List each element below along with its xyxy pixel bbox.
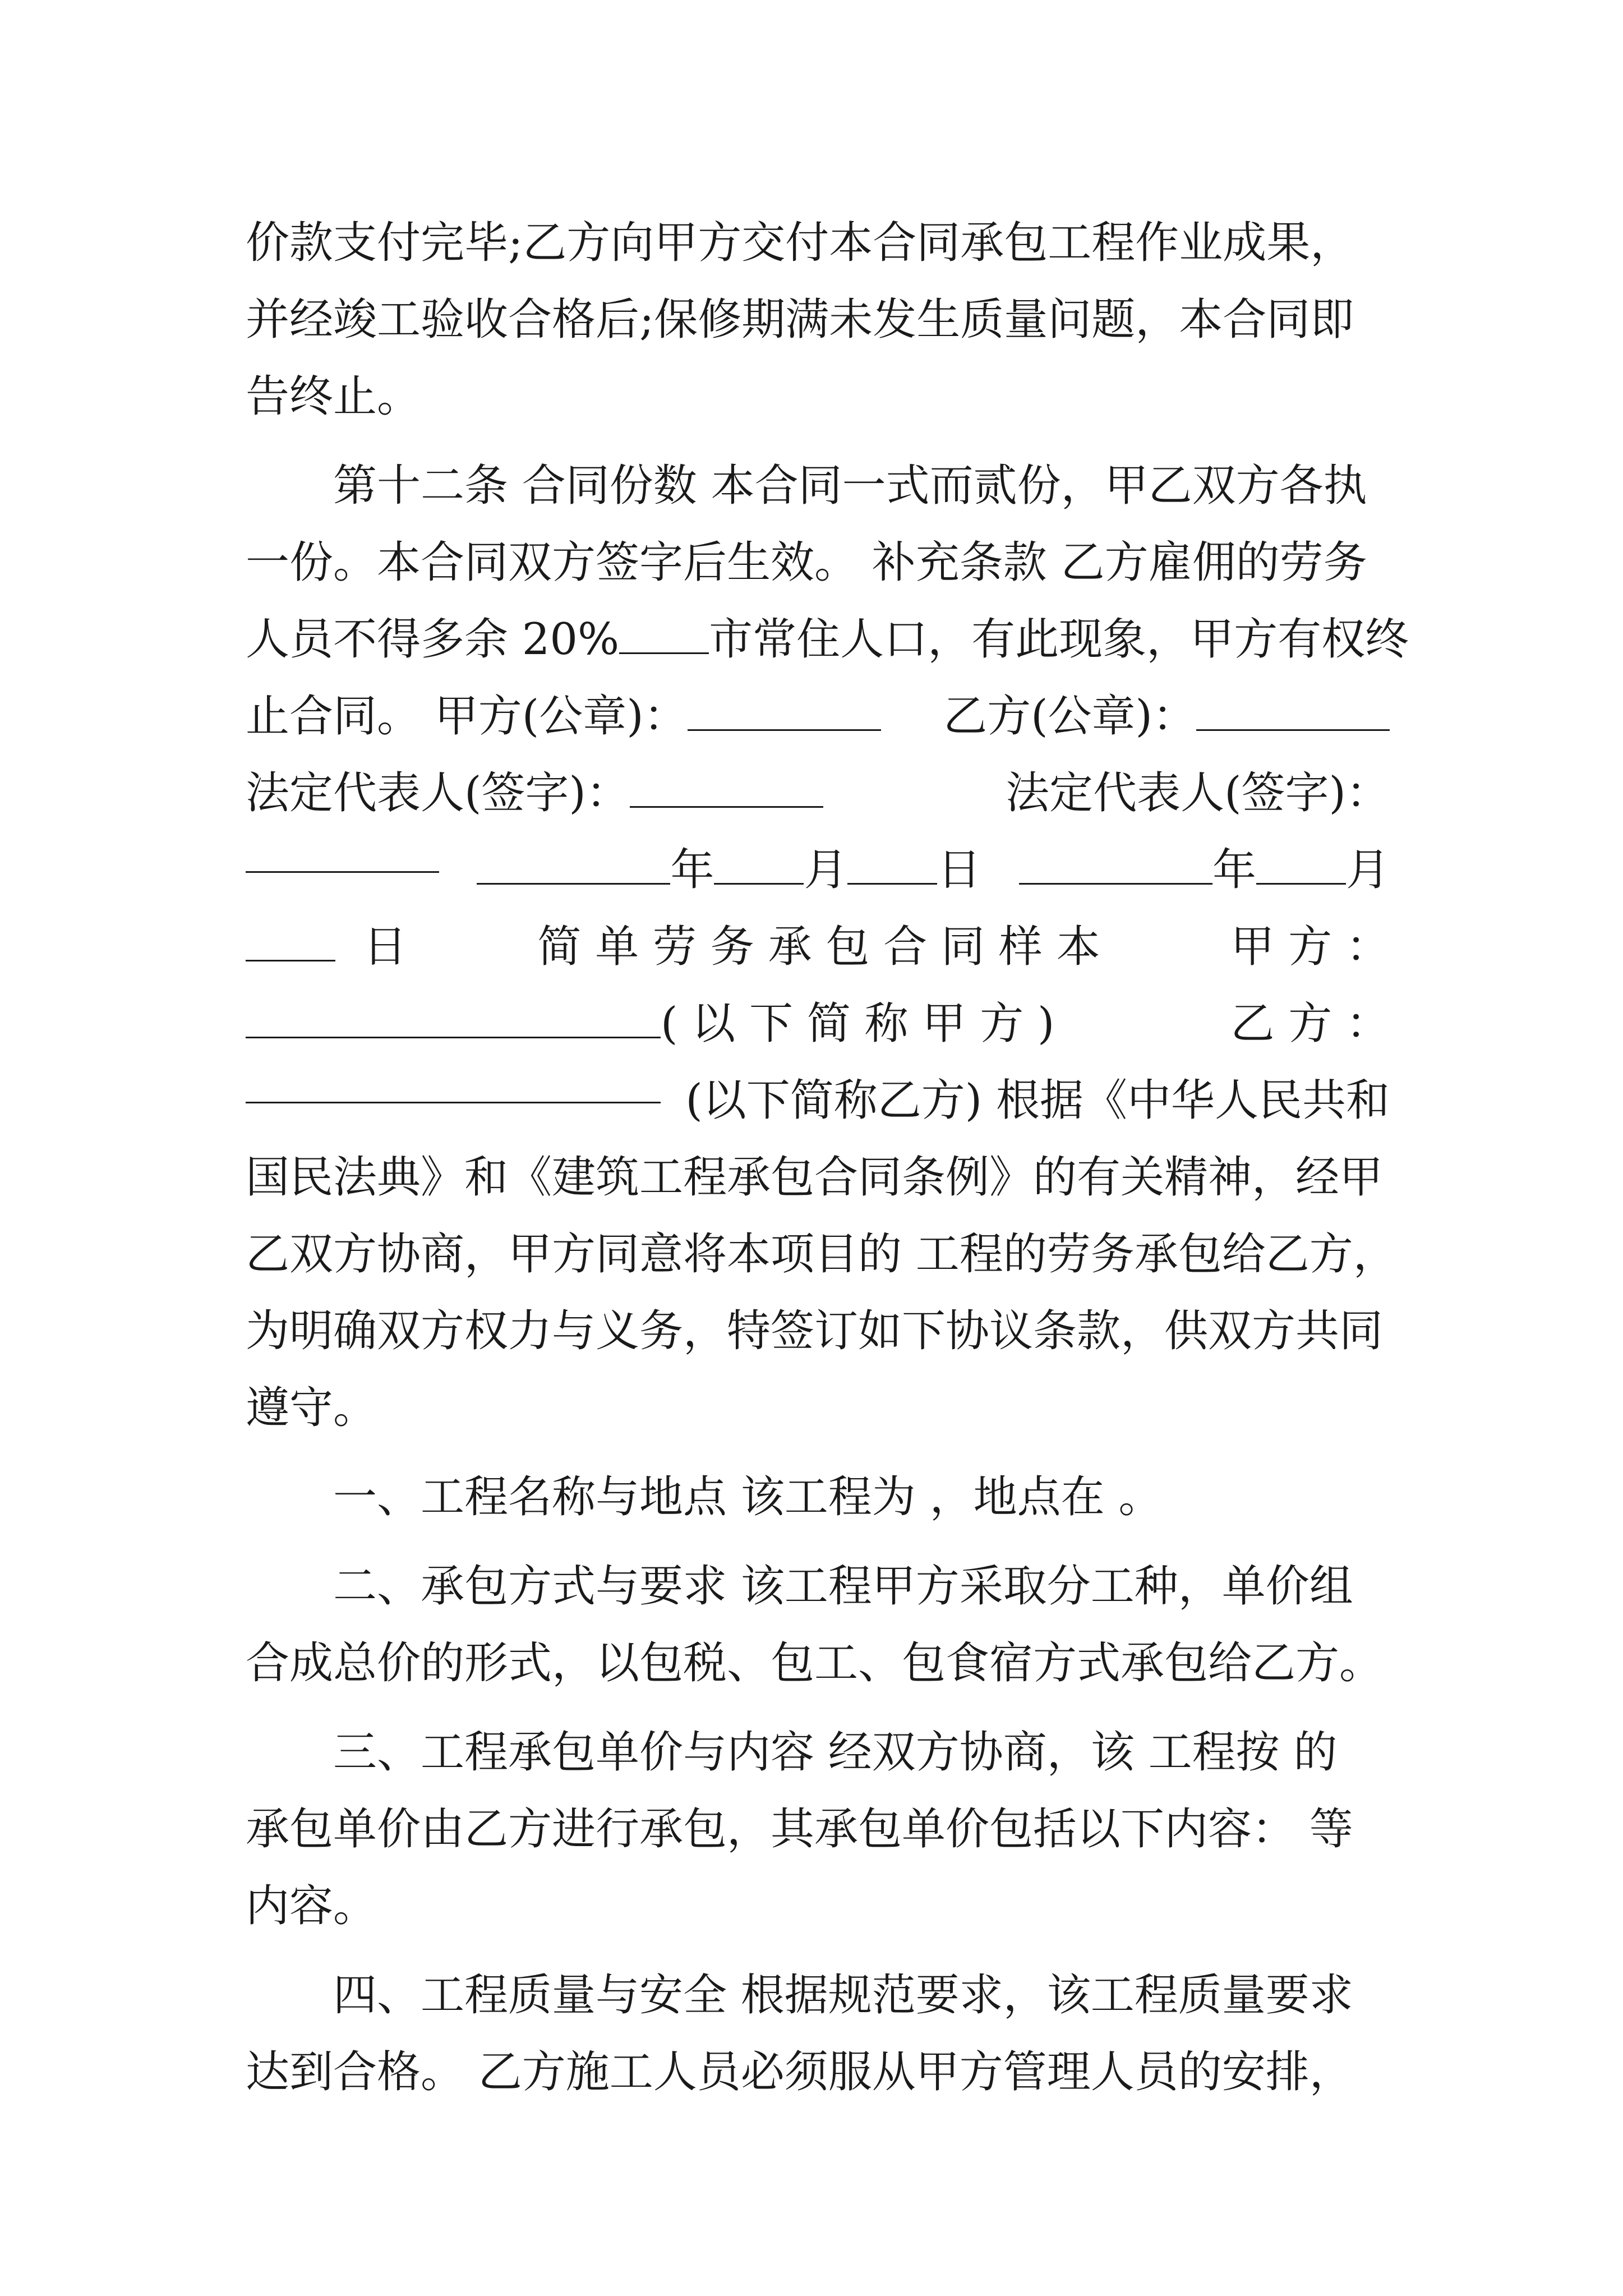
paragraph-text: 合成总价的形式，以包税、包工、包食宿方式承包给乙方。 xyxy=(246,1638,1384,1688)
text-line xyxy=(246,1868,1390,1945)
section-heading: 四、工程质量与安全 根据规范要求，该工程质量要求 xyxy=(333,1970,1353,2021)
party-a-alias: ( 以 下 简 称 甲 方 ) xyxy=(661,999,1055,1049)
text-line xyxy=(246,1714,1390,1791)
section-heading: 二、承包方式与要求 该工程甲方采取分工种，单价组 xyxy=(333,1561,1353,1612)
text-line xyxy=(246,1370,1390,1447)
party-b-name-blank xyxy=(246,1062,661,1103)
text-line xyxy=(246,909,1390,986)
year-blank xyxy=(477,844,670,885)
party-a-label: 甲 方 ： xyxy=(1230,922,1390,972)
paragraph-text: (以下简称乙方) 根据《中华人民共和 xyxy=(685,1075,1390,1126)
party-a-rep-label: 法定代表人(签字)： xyxy=(246,768,630,818)
paragraph-text: 人员不得多余 20% xyxy=(246,614,620,665)
paragraph-text: 内容。 xyxy=(246,1881,377,1931)
text-line xyxy=(246,1062,1390,1139)
party-b-seal-blank xyxy=(1196,690,1390,731)
text-line xyxy=(246,755,1390,832)
text-line xyxy=(246,1216,1397,1293)
text-line xyxy=(246,1459,1390,1536)
party-b-rep-blank xyxy=(246,832,439,873)
year-label: 年 xyxy=(670,845,714,895)
party-b-seal-label: 乙方(公章)： xyxy=(943,691,1196,742)
text-line xyxy=(246,1625,1390,1702)
section-heading: 三、工程承包单价与内容 经双方协商，该 工程按 的 xyxy=(333,1727,1338,1778)
text-line xyxy=(246,601,1409,678)
text-line xyxy=(246,282,1390,358)
paragraph-text: 第十二条 合同份数 本合同一式而贰份，甲乙双方各执 xyxy=(333,461,1367,511)
day-blank xyxy=(246,921,335,961)
month-blank xyxy=(714,844,804,885)
day-label: 日 xyxy=(363,922,407,972)
party-a-name-blank xyxy=(246,997,661,1038)
party-a-seal-label: 止合同。 甲方(公章)： xyxy=(246,691,688,742)
text-line xyxy=(246,1139,1390,1216)
year-blank xyxy=(1019,844,1212,885)
month-label: 月 xyxy=(1345,845,1390,895)
fill-in-blank xyxy=(619,613,709,654)
text-line xyxy=(246,1548,1390,1625)
month-blank xyxy=(1256,844,1346,885)
party-b-rep-label: 法定代表人(签字)： xyxy=(1006,768,1390,818)
document-page xyxy=(246,205,1409,2111)
paragraph-text: 市常住人口，有此现象，甲方有权终 xyxy=(709,614,1409,665)
contract-title: 简 单 劳 务 承 包 合 同 样 本 xyxy=(537,922,1100,972)
paragraph-text: 为明确双方权力与义务，特签订如下协议条款，供双方共同 xyxy=(246,1306,1384,1356)
text-line xyxy=(246,1293,1390,1370)
party-a-rep-blank xyxy=(630,767,823,808)
text-line xyxy=(246,2034,1390,2111)
text-line xyxy=(246,1957,1390,2034)
paragraph-text: 达到合格。 乙方施工人员必须服从甲方管理人员的安排， xyxy=(246,2047,1353,2097)
paragraph-text: 遵守。 xyxy=(246,1383,377,1433)
paragraph-text: 乙双方协商，甲方同意将本项目的 工程的劳务承包给乙方， xyxy=(246,1229,1397,1280)
paragraph-text: 并经竣工验收合格后;保修期满未发生质量问题，本合同即 xyxy=(246,295,1354,345)
text-line xyxy=(246,524,1390,601)
text-line xyxy=(246,358,1390,435)
section-heading: 一、工程名称与地点 该工程为 ，地点在 。 xyxy=(333,1472,1163,1522)
date-line xyxy=(246,832,1390,909)
paragraph-text: 告终止。 xyxy=(246,371,421,422)
paragraph-text: 一份。本合同双方签字后生效。 补充条款 乙方雇佣的劳务 xyxy=(246,537,1367,588)
year-label: 年 xyxy=(1212,845,1256,895)
text-line xyxy=(246,986,1390,1062)
day-label: 日 xyxy=(937,845,981,895)
month-label: 月 xyxy=(804,845,848,895)
paragraph-text: 承包单价由乙方进行承包，其承包单价包括以下内容： 等 xyxy=(246,1804,1353,1855)
text-line xyxy=(246,678,1390,755)
text-line xyxy=(246,448,1390,524)
text-line xyxy=(246,205,1390,282)
party-a-seal-blank xyxy=(688,690,881,731)
day-blank xyxy=(847,844,937,885)
text-line xyxy=(246,1791,1390,1868)
paragraph-text: 价款支付完毕;乙方向甲方交付本合同承包工程作业成果， xyxy=(246,218,1354,268)
paragraph-text: 国民法典》和《建筑工程承包合同条例》的有关精神，经甲 xyxy=(246,1152,1384,1203)
party-b-label: 乙 方 ： xyxy=(1230,999,1390,1049)
